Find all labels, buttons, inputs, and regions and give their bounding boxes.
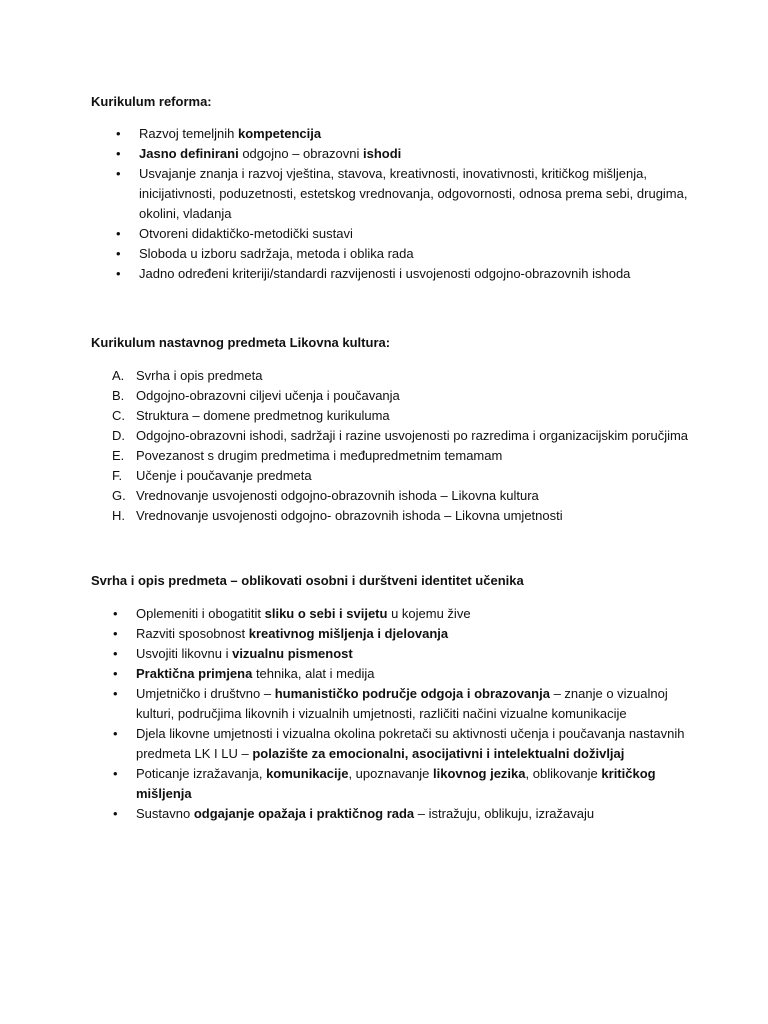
kurikulum-likovna-kultura-list [112,366,736,526]
list-item [116,264,699,284]
list-item-text: Struktura – domene predmetnog kurikuluma [136,408,390,423]
text: Oplemeniti i obogatitit [136,606,265,621]
bold-text: ishodi [363,146,402,161]
list-marker: A. [112,368,125,383]
bold-text: Jasno definirani [139,146,239,161]
bullet-icon: • [116,146,121,161]
list-item-text: Povezanost s drugim predmetima i međupredmetnim temamam [136,448,503,463]
list-item [116,224,699,244]
text: Djela likovne umjetnosti i vizualna okolina pokretači su aktivnosti učenja i poučavanja nastavnih predmeta LK I LU – [136,726,685,761]
list-item [112,406,736,426]
bullet-icon: • [116,266,121,281]
text: – istražuju, oblikuju, izražavaju [414,806,595,821]
list-item-text: Odgojno-obrazovni ishodi, sadržaji i razine usvojenosti po razredima i organizacijskim poručjima [136,428,689,443]
list-marker: B. [112,388,125,403]
bullet-icon: • [116,246,121,261]
list-item [112,486,736,506]
text: Usvojiti likovnu i [136,646,233,661]
bullet-icon: • [113,606,118,621]
bold-text: kompetencija [238,126,322,141]
bold-text: humanističko područje odgoja i obrazovanja [274,686,550,701]
list-item [112,426,736,446]
list-item [112,366,736,386]
bold-text: odgajanje opažaja i praktičnog rada [193,806,415,821]
svrha-i-opis-list [113,604,696,824]
list-item-text: Učenje i poučavanje predmeta [136,468,312,483]
bold-text: kreativnog mišljenja i djelovanja [248,626,449,641]
list-item [113,764,696,804]
list-item [113,624,696,644]
text: Sustavno [136,806,194,821]
list-marker: H. [112,508,125,523]
text: , upoznavanje [348,766,434,781]
list-item [116,124,699,144]
bullet-icon: • [113,646,118,661]
text: Usvajanje znanja i razvoj vještina, stavova, kreativnosti, inovativnosti, kritičkog mišljenja, inicijativnosti, poduzetnosti, estetskog vrednovanja, odgovornosti, odnosa prema sebi, drugima, okolini, vladanja [139,166,688,221]
list-item [113,644,696,664]
list-item [113,604,696,624]
bullet-icon: • [113,806,118,821]
text: Poticanje izražavanja, [136,766,267,781]
text: – znanje o vizualnoj kulturi, područjima likovnih i vizualnih umjetnosti, različiti načini vizualne komunikacije [136,686,668,721]
list-item [113,804,696,824]
bold-text: polazište za emocionalni, asocijativni i intelektualni doživljaj [252,746,625,761]
list-item [116,164,699,224]
bullet-icon: • [113,686,118,701]
text: Razviti sposobnost [136,626,249,641]
list-item [112,386,736,406]
bullet-icon: • [113,726,118,741]
bold-text: Praktična primjena [136,666,253,681]
kurikulum-reforma-list [116,124,699,284]
list-item-text: Svrha i opis predmeta [136,368,263,383]
text: u kojemu žive [387,606,471,621]
list-item [112,446,736,466]
section-heading-kurikulum-reforma: Kurikulum reforma: [91,94,212,109]
bullet-icon: • [116,126,121,141]
bold-text: kritičkog mišljenja [136,766,656,801]
bold-text: komunikacije [266,766,349,781]
list-marker: D. [112,428,125,443]
bold-text: sliku o sebi i svijetu [264,606,388,621]
list-marker: F. [112,468,123,483]
list-item-text: Vrednovanje usvojenosti odgojno-obrazovnih ishoda – Likovna kultura [136,488,539,503]
bullet-icon: • [113,626,118,641]
section-heading-kurikulum-likovna-kultura: Kurikulum nastavnog predmeta Likovna kultura: [91,335,391,350]
list-marker: C. [112,408,125,423]
list-item [113,684,696,724]
list-item [116,144,699,164]
section-heading-svrha-i-opis: Svrha i opis predmeta – oblikovati osobni i durštveni identitet učenika [91,573,524,588]
text: Otvoreni didaktičko-metodički sustavi [139,226,353,241]
text: odgojno – obrazovni [238,146,364,161]
list-item [113,724,696,764]
text: Sloboda u izboru sadržaja, metoda i oblika rada [139,246,414,261]
list-item-text: Odgojno-obrazovni ciljevi učenja i poučavanja [136,388,400,403]
bullet-icon: • [116,226,121,241]
list-item-text: Vrednovanje usvojenosti odgojno- obrazovnih ishoda – Likovna umjetnosti [136,508,563,523]
list-marker: E. [112,448,125,463]
list-marker: G. [112,488,126,503]
text: tehnika, alat i medija [252,666,375,681]
bullet-icon: • [113,666,118,681]
text: Umjetničko i društvno – [136,686,275,701]
text: , oblikovanje [525,766,602,781]
list-item [116,244,699,264]
bullet-icon: • [113,766,118,781]
list-item [112,506,736,526]
text: Razvoj temeljnih [139,126,238,141]
bullet-icon: • [116,166,121,181]
bold-text: likovnog jezika [433,766,526,781]
list-item [112,466,736,486]
list-item [113,664,696,684]
text: Jadno određeni kriteriji/standardi razvijenosti i usvojenosti odgojno-obrazovnih ishoda [139,266,631,281]
bold-text: vizualnu pismenost [232,646,353,661]
